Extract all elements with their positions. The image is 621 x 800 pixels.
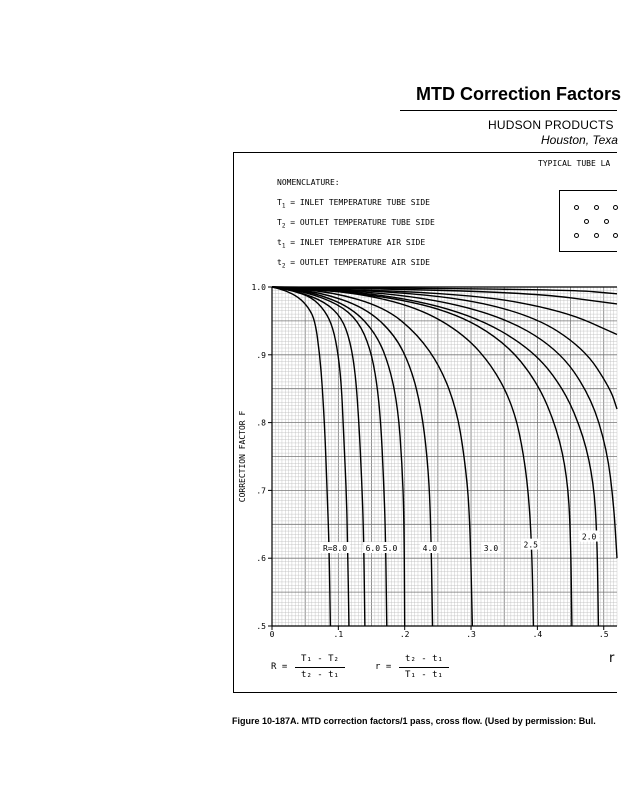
tube-circle <box>613 205 618 210</box>
nomenclature-item: $T_2$ = OUTLET TEMPERATURE TUBE SIDE <box>277 218 435 230</box>
nomenclature-item: $t_1$ = INLET TEMPERATURE AIR SIDE <box>277 238 426 250</box>
r-lower-formula-label: r = <box>375 662 392 672</box>
r-lower-numerator: t₂ - t₁ <box>405 654 443 664</box>
nomenclature-item: $t_2$ = OUTLET TEMPERATURE AIR SIDE <box>277 258 430 270</box>
page-title: MTD Correction Factors <box>416 84 621 104</box>
r-lower-denominator: T₁ - t₁ <box>405 670 443 680</box>
x-tick-label: .5 <box>598 630 609 639</box>
y-tick-label: .5 <box>256 622 266 631</box>
curve-label: 6.0 <box>365 544 381 554</box>
tube-circle <box>584 219 589 224</box>
r-lower-fraction-bar <box>399 667 449 668</box>
x-axis-label: r <box>609 651 615 666</box>
x-tick-label: .3 <box>466 630 476 639</box>
y-tick-label: .8 <box>256 418 266 428</box>
title-rule <box>400 110 617 111</box>
y-tick-label: .9 <box>256 350 266 360</box>
x-tick-label: 0 <box>269 630 275 639</box>
curve-label: 2.0 <box>581 532 597 542</box>
tube-layout-diagram <box>559 190 617 252</box>
tube-layout-label: TYPICAL TUBE LA <box>538 159 611 168</box>
nomenclature-title: NOMENCLATURE: <box>277 178 340 187</box>
tube-circle <box>594 233 599 238</box>
curve-label: R=8.0 <box>322 544 348 554</box>
company-location: Houston, Texa <box>541 133 618 147</box>
y-tick-label: 1.0 <box>251 283 266 292</box>
grid <box>272 287 617 626</box>
tube-circle <box>574 205 579 210</box>
x-tick-label: .4 <box>532 630 543 639</box>
tube-circle <box>574 233 579 238</box>
x-tick-label: .2 <box>399 630 410 639</box>
company-name: HUDSON PRODUCTS <box>488 118 614 132</box>
curve-label: 2.5 <box>523 540 538 550</box>
nomenclature-item: $T_1$ = INLET TEMPERATURE TUBE SIDE <box>277 198 430 210</box>
r-upper-denominator: t₂ - t₁ <box>301 670 339 680</box>
x-tick-label: .1 <box>333 630 344 639</box>
figure-caption: Figure 10-187A. MTD correction factors/1 pass, cross flow. (Used by permission: Bul. <box>232 716 596 726</box>
tube-circle <box>604 219 609 224</box>
tube-circle <box>594 205 599 210</box>
r-upper-numerator: T₁ - T₂ <box>301 654 339 664</box>
r-upper-fraction-bar <box>295 667 345 668</box>
r-upper-formula-label: R = <box>271 662 288 672</box>
y-tick-label: .6 <box>256 554 266 564</box>
y-tick-label: .7 <box>256 486 266 496</box>
curve-label: 4.0 <box>422 544 438 554</box>
y-axis-label: CORRECTION FACTOR F <box>238 410 247 503</box>
curve-label: 3.0 <box>483 544 499 554</box>
tube-circle <box>613 233 618 238</box>
curve-label: 5.0 <box>382 544 398 554</box>
